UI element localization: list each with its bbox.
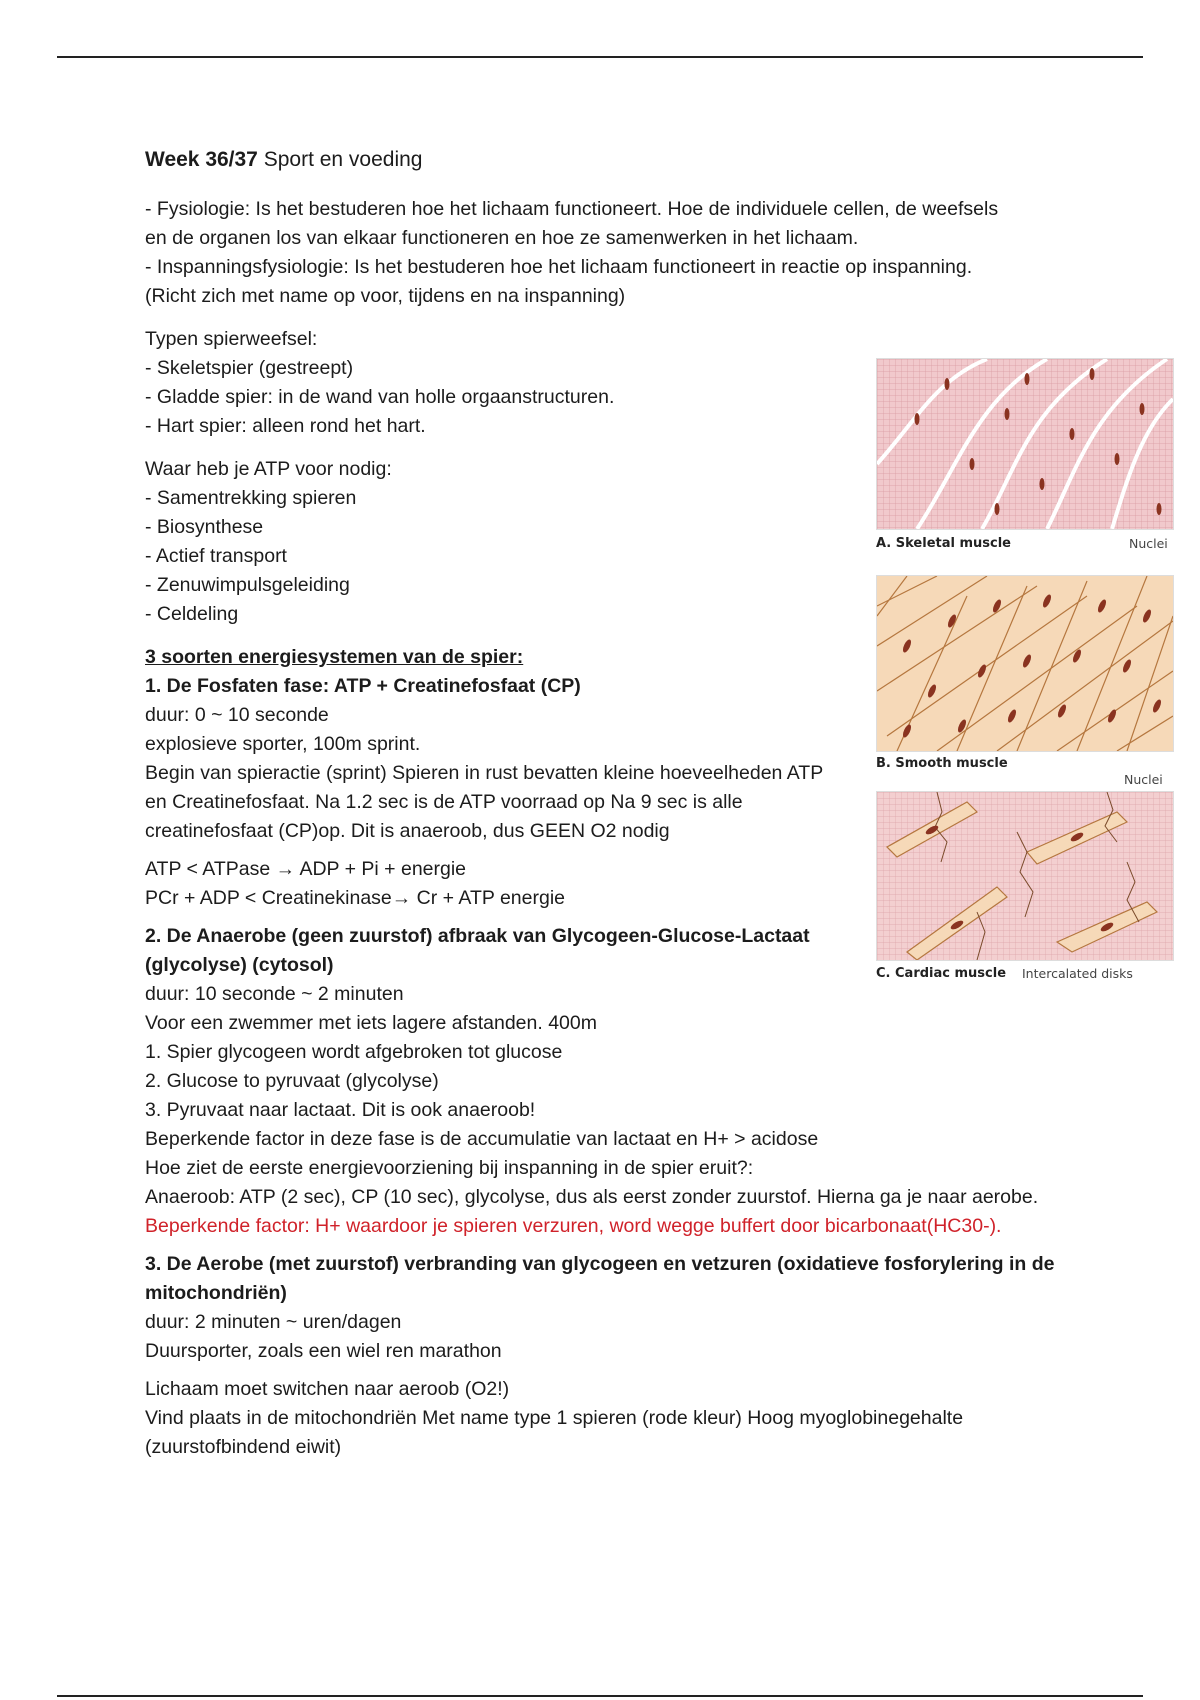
list-item: - Skeletspier (gestreept)	[145, 357, 354, 379]
skeletal-muscle-caption: A. Skeletal muscle	[876, 536, 1012, 551]
phase3-heading: mitochondriën)	[145, 1282, 287, 1304]
list-item: - Gladde spier: in de wand van holle orgaanstructuren.	[145, 386, 615, 408]
phase2-heading: (glycolyse) (cytosol)	[145, 954, 334, 976]
phase3-line: Lichaam moet switchen naar aeroob (O2!)	[145, 1378, 510, 1400]
phase2-line: 2. Glucose to pyruvaat (glycolyse)	[145, 1070, 439, 1092]
phase3-section	[145, 1250, 1075, 1462]
phase3-line: (zuurstofbindend eiwit)	[145, 1436, 342, 1458]
intro-paragraph	[145, 195, 1075, 311]
phase3-heading: 3. De Aerobe (met zuurstof) verbranding van glycogeen en vetzuren (oxidatieve fosforylering in de	[145, 1253, 1055, 1275]
phase3-line: Vind plaats in de mitochondriën Met name type 1 spieren (rode kleur) Hoog myoglobinegehalte	[145, 1407, 964, 1429]
phase2-line: 3. Pyruvaat naar lactaat. Dit is ook anaeroob!	[145, 1099, 536, 1121]
phase1-heading: 1. De Fosfaten fase: ATP + Creatinefosfaat (CP)	[145, 675, 581, 697]
intro-line: en de organen los van elkaar functioneren en hoe ze samenwerken in het lichaam.	[145, 227, 859, 249]
energy-systems-heading: 3 soorten energiesystemen van de spier:	[145, 646, 524, 668]
phase1-line: duur: 0 ~ 10 seconde	[145, 704, 329, 726]
phase2-line: duur: 10 seconde ~ 2 minuten	[145, 983, 404, 1005]
skeletal-muscle-illustration	[876, 358, 1174, 530]
bottom-rule	[57, 1695, 1143, 1697]
intro-line: - Inspanningsfysiologie: Is het bestuderen hoe het lichaam functioneert in reactie op inspanning.	[145, 256, 973, 278]
phase3-line: Duursporter, zoals een wiel ren marathon	[145, 1340, 502, 1362]
phase2-line: Beperkende factor in deze fase is de accumulatie van lactaat en H+ > acidose	[145, 1128, 819, 1150]
smooth-muscle-caption: B. Smooth muscle	[876, 756, 1008, 771]
list-item: - Celdeling	[145, 603, 239, 625]
smooth-muscle-illustration	[876, 575, 1174, 752]
cardiac-muscle-caption: C. Cardiac muscle	[876, 966, 1007, 981]
section-heading: Typen spierweefsel:	[145, 328, 318, 350]
list-item: - Actief transport	[145, 545, 287, 567]
phase3-line: duur: 2 minuten ~ uren/dagen	[145, 1311, 402, 1333]
cardiac-muscle-illustration	[876, 791, 1174, 961]
list-item: - Biosynthese	[145, 516, 264, 538]
intro-line: (Richt zich met name op voor, tijdens en na inspanning)	[145, 285, 626, 307]
smooth-nuclei-label: Nuclei	[1124, 772, 1163, 787]
phase2-line: Hoe ziet de eerste energievoorziening bij inspanning in de spier eruit?:	[145, 1157, 754, 1179]
phase1-line: explosieve sporter, 100m sprint.	[145, 733, 421, 755]
phase2-line: Voor een zwemmer met iets lagere afstanden. 400m	[145, 1012, 597, 1034]
phase1-line: creatinefosfaat (CP)op. Dit is anaeroob, dus GEEN O2 nodig	[145, 820, 670, 842]
skeletal-nuclei-label: Nuclei	[1129, 536, 1168, 551]
intro-line: - Fysiologie: Is het bestuderen hoe het lichaam functioneert. Hoe de individuele cellen, de weefsels	[145, 198, 999, 220]
phase2-line: 1. Spier glycogeen wordt afgebroken tot glucose	[145, 1041, 563, 1063]
section-heading: Waar heb je ATP voor nodig:	[145, 458, 392, 480]
list-item: - Zenuwimpulsgeleiding	[145, 574, 350, 596]
list-item: - Hart spier: alleen rond het hart.	[145, 415, 426, 437]
phase1-line: Begin van spieractie (sprint) Spieren in rust bevatten kleine hoeveelheden ATP	[145, 762, 824, 784]
phase2-heading: 2. De Anaerobe (geen zuurstof) afbraak van Glycogeen-Glucose-Lactaat	[145, 925, 810, 947]
top-rule	[57, 56, 1143, 58]
limiting-factor-note: Beperkende factor: H+ waardoor je spieren verzuren, word wegge buffert door bicarbonaat(HC30-).	[145, 1215, 1002, 1237]
list-item: - Samentrekking spieren	[145, 487, 357, 509]
formula: PCr + ADP < Creatinekinase→ Cr + ATP energie	[145, 887, 566, 909]
phase2-line: Anaeroob: ATP (2 sec), CP (10 sec), glycolyse, dus als eerst zonder zuurstof. Hierna ga je naar aerobe.	[145, 1186, 1039, 1208]
formula: ATP < ATPase → ADP + Pi + energie	[145, 858, 467, 880]
intercalated-disks-label: Intercalated disks	[1022, 966, 1133, 981]
page-title: Week 36/37 Sport en voeding	[145, 148, 423, 171]
phase1-line: en Creatinefosfaat. Na 1.2 sec is de ATP voorraad op Na 9 sec is alle	[145, 791, 743, 813]
